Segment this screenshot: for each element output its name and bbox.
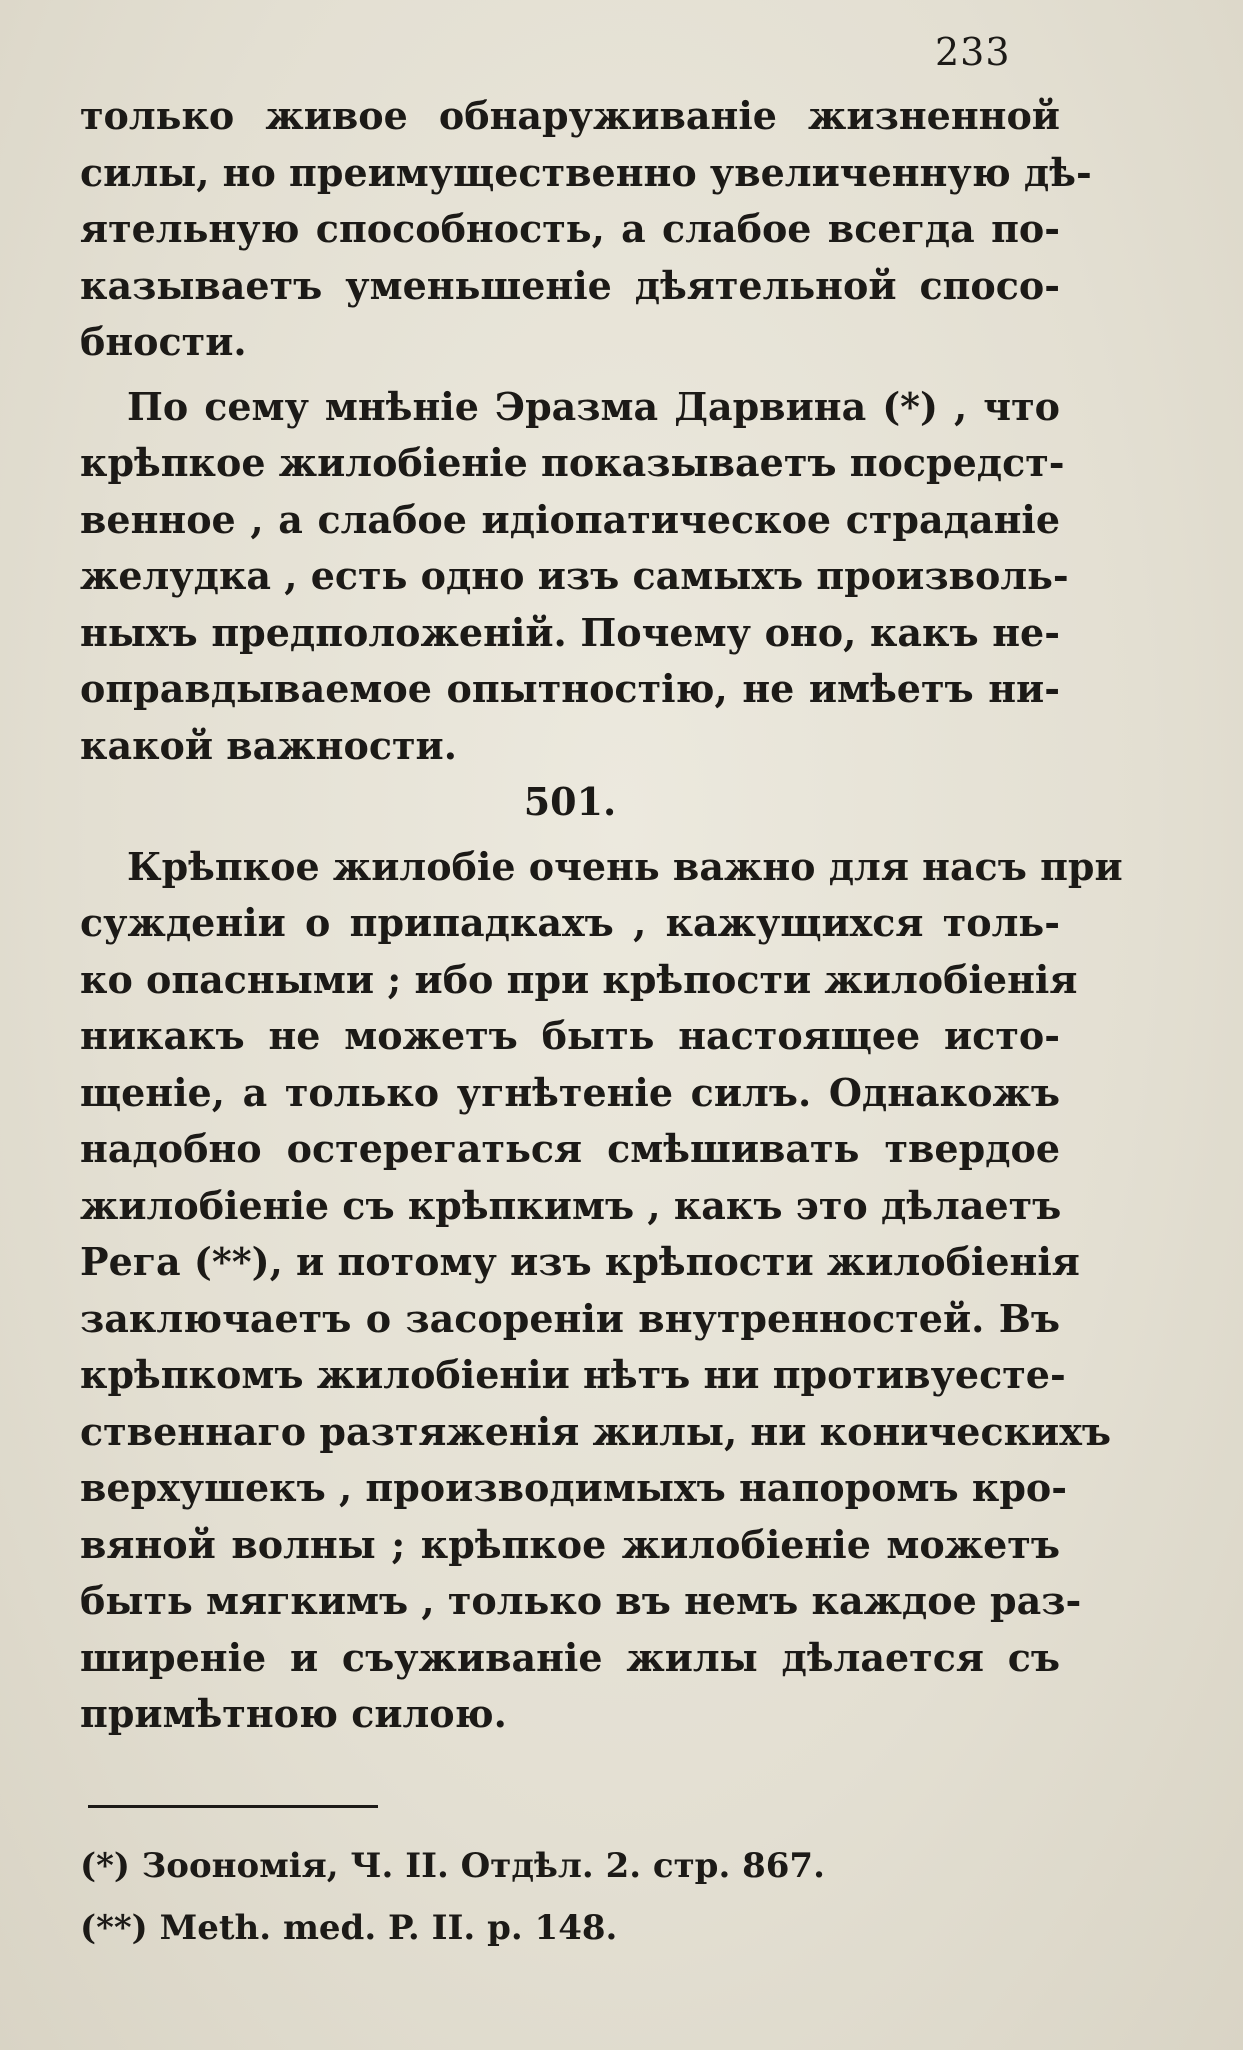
- text-line: силы, но преимущественно увеличенную дѣ-: [80, 149, 1092, 195]
- text-line: бности.: [80, 319, 247, 364]
- section-number: 501.: [523, 779, 617, 824]
- text-line: щеніе, а только угнѣтеніе силъ. Однакожъ: [80, 1069, 1060, 1115]
- text-line: ко опасными ; ибо при крѣпости жилобіенія: [80, 956, 1078, 1002]
- text-line: быть мягкимъ , только въ немъ каждое раз-: [80, 1578, 1082, 1623]
- main-text: [80, 88, 1123, 1743]
- footnote-divider: [88, 1805, 378, 1808]
- text-line: примѣтною силою.: [80, 1691, 507, 1736]
- text-line: ширеніе и съуживаніе жилы дѣлается съ: [80, 1634, 1060, 1680]
- text-line: надобно остерегаться смѣшивать твердое: [80, 1126, 1060, 1171]
- text-line: крѣпкое жилобіеніе показываетъ посредст-: [80, 440, 1065, 485]
- text-line: оправдываемое опытностію, не имѣетъ ни-: [80, 666, 1060, 711]
- text-line: никакъ не можетъ быть настоящее исто-: [80, 1013, 1060, 1058]
- text-line: какой важности.: [80, 722, 457, 768]
- text-line: вяной волны ; крѣпкое жилобіеніе можетъ: [80, 1521, 1060, 1567]
- text-line: жилобіеніе съ крѣпкимъ , какъ это дѣлаетъ: [80, 1182, 1062, 1228]
- text-line: казываетъ уменьшеніе дѣятельной спосо-: [80, 262, 1060, 308]
- footnotes: [80, 1835, 825, 1959]
- page-number: 233: [935, 30, 1011, 74]
- footnote-1: (*) Зоономія, Ч. II. Отдѣл. 2. стр. 867.: [80, 1846, 825, 1886]
- text-line: По сему мнѣніе Эразма Дарвина (*) , что: [127, 383, 1060, 429]
- text-line: ныхъ предположеній. Почему оно, какъ не-: [80, 609, 1060, 655]
- paragraph-3: [80, 839, 1123, 1743]
- paragraph-1: [80, 88, 1092, 371]
- text-line: ятельную способность, а слабое всегда по-: [80, 206, 1060, 251]
- text-line: желудка , есть одно изъ самыхъ произволь-: [80, 553, 1069, 598]
- text-line: только живое обнаруживаніе жизненной: [80, 93, 1060, 138]
- text-line: крѣпкомъ жилобіеніи нѣтъ ни противуесте-: [80, 1352, 1066, 1397]
- paragraph-2: [80, 379, 1069, 775]
- text-line: заключаетъ о засореніи внутренностей. Въ: [80, 1295, 1060, 1341]
- text-line: Крѣпкое жилобіе очень важно для насъ при: [127, 843, 1123, 889]
- text-line: Рега (**), и потому изъ крѣпости жилобіенія: [80, 1239, 1080, 1284]
- text-line: венное , а слабое идіопатическое страданіе: [80, 496, 1060, 542]
- text-line: ственнаго разтяженія жилы, ни коническихъ: [80, 1408, 1112, 1454]
- footnote-2: (**) Meth. med. P. II. p. 148.: [80, 1908, 618, 1948]
- text-line: сужденіи о припадкахъ , кажущихся толь-: [80, 900, 1060, 945]
- text-line: верхушекъ , производимыхъ напоромъ кро-: [80, 1465, 1068, 1510]
